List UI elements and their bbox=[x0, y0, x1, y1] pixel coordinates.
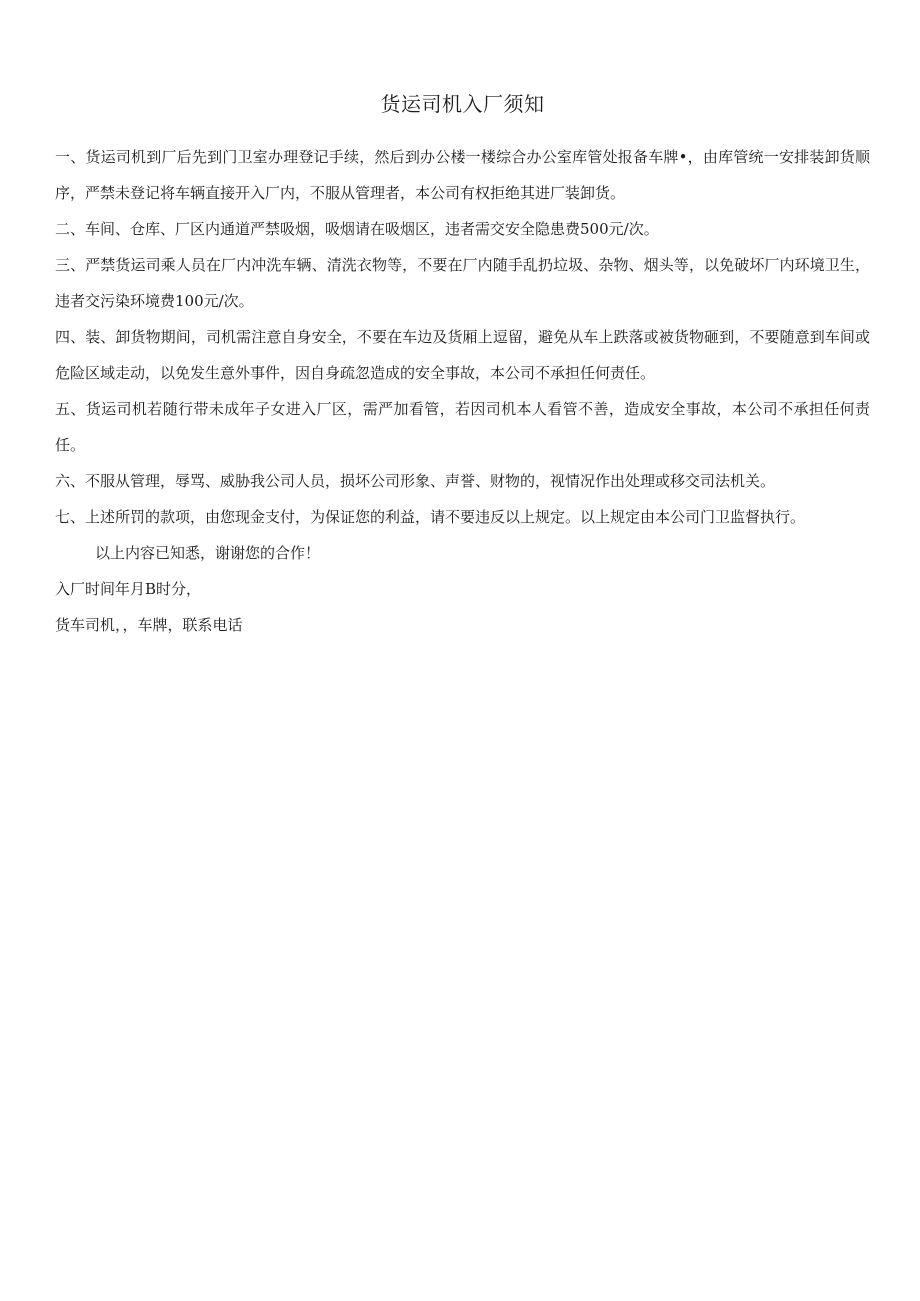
rule-item-7: 七、上述所罚的款项，由您现金支付，为保证您的利益，请不要违反以上规定。以上规定由本公司门卫监督执行。 bbox=[55, 508, 806, 526]
entry-time-line: 入厂时间年月B时分， bbox=[55, 580, 202, 598]
notice-document bbox=[55, 88, 870, 643]
rule-item-1: 一、货运司机到厂后先到门卫室办理登记手续，然后到办公楼一楼综合办公室库管处报备车牌•，由库管统一安排装卸货顺序，严禁未登记将车辆直接开入厂内，不服从管理者，本公司有权拒绝其进厂装卸货。 bbox=[55, 148, 870, 202]
rule-item-4: 四、装、卸货物期间，司机需注意自身安全，不要在车边及货厢上逗留，避免从车上跌落或被货物砸到，不要随意到车间或危险区域走动，以免发生意外事件，因自身疏忽造成的安全事故，本公司不承担任何责任。 bbox=[55, 328, 870, 382]
document-title: 货运司机入厂须知 bbox=[380, 92, 545, 116]
rules-list bbox=[55, 139, 870, 535]
rule-item-2: 二、车间、仓库、厂区内通道严禁吸烟，吸烟请在吸烟区，违者需交安全隐患费500元/次。 bbox=[55, 220, 659, 238]
rule-item-3: 三、严禁货运司乘人员在厂内冲洗车辆、清洗衣物等，不要在厂内随手乱扔垃圾、杂物、烟头等，以免破坏厂内环境卫生，违者交污染环境费100元/次。 bbox=[55, 256, 870, 310]
driver-info-line: 货车司机，，车牌，联系电话 bbox=[55, 616, 243, 634]
acknowledgement-text: 以上内容已知悉，谢谢您的合作！ bbox=[95, 544, 321, 562]
rule-item-5: 五、货运司机若随行带未成年子女进入厂区，需严加看管，若因司机本人看管不善，造成安全事故，本公司不承担任何责任。 bbox=[55, 400, 870, 454]
rule-item-6: 六、不服从管理，辱骂、威胁我公司人员，损坏公司形象、声誉、财物的，视情况作出处理或移交司法机关。 bbox=[55, 472, 776, 490]
